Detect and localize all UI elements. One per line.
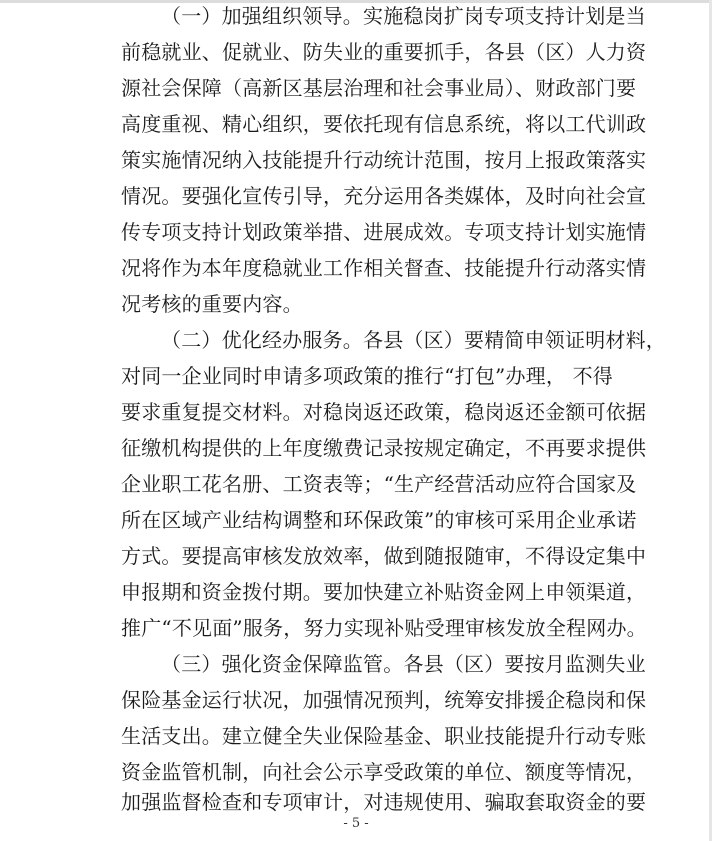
text-line: （一）加强组织领导。实施稳岗扩岗专项支持计划是当 [161, 4, 646, 28]
text-line: 企业职工花名册、工资表等；“生产经营活动应符合国家及 [121, 472, 637, 496]
text-line: 所在区域产业结构调整和环保政策”的审核可采用企业承诺 [121, 508, 637, 532]
text-line: 情况。要强化宣传引导，充分运用各类媒体，及时向社会宣 [121, 184, 647, 208]
text-line: （二）优化经办服务。各县（区）要精简申领证明材料， [161, 328, 666, 352]
text-line: 高度重视、精心组织，要依托现有信息系统，将以工代训政 [121, 112, 647, 136]
text-line: 征缴机构提供的上年度缴费记录按规定确定，不再要求提供 [121, 436, 647, 460]
text-line: 要求重复提交材料。对稳岗返还政策，稳岗返还金额可依据 [121, 400, 647, 424]
text-line: 加强监督检查和专项审计，对违规使用、骗取套取资金的要 [121, 790, 647, 814]
text-line: 申报期和资金拨付期。要加快建立补贴资金网上申领渠道， [121, 580, 647, 604]
text-line: 推广“不见面”服务，努力实现补贴受理审核发放全程网办。 [121, 616, 647, 640]
text-line: 况将作为本年度稳就业工作相关督查、技能提升行动落实情 [121, 256, 647, 280]
text-line: 策实施情况纳入技能提升行动统计范围，按月上报政策落实 [121, 148, 647, 172]
text-line: 前稳就业、促就业、防失业的重要抓手，各县（区）人力资 [121, 40, 647, 64]
text-line: 方式。要提高审核发放效率，做到随报随审，不得设定集中 [121, 544, 647, 568]
text-line: 保险基金运行状况，加强情况预判，统筹安排援企稳岗和保 [121, 688, 647, 712]
text-line: 况考核的重要内容。 [121, 292, 303, 316]
text-line: 资金监管机制，向社会公示享受政策的单位、额度等情况， [121, 760, 647, 784]
text-line: （三）强化资金保障监管。各县（区）要按月监测失业 [161, 652, 646, 676]
page-number: - 5 - [343, 816, 369, 831]
text-line: 对同一企业同时申请多项政策的推行“打包”办理， 不得 [121, 364, 614, 388]
text-line: 源社会保障（高新区基层治理和社会事业局）、财政部门要 [121, 76, 637, 100]
text-line: 传专项支持计划政策举措、进展成效。专项支持计划实施情 [121, 220, 647, 244]
text-line: 生活支出。建立健全失业保险基金、职业技能提升行动专账 [121, 724, 647, 748]
